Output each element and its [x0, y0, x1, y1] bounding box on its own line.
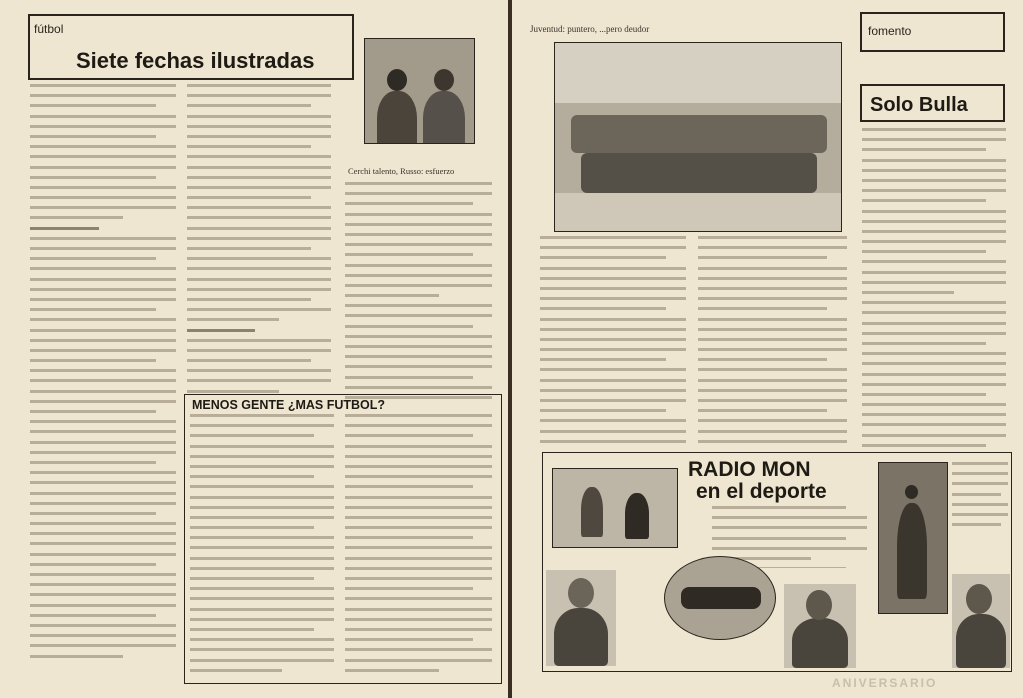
portrait-announcer-3: [952, 574, 1010, 668]
announcer-head: [966, 584, 992, 614]
team-photo: [554, 42, 842, 232]
back-row-players: [571, 115, 827, 153]
team-photo-caption: Juventud: puntero, ...pero deudor: [530, 24, 650, 34]
announcer-figure: [554, 608, 608, 666]
player-head: [434, 69, 454, 91]
article-column-3: [345, 182, 497, 402]
action-photo: [552, 468, 678, 548]
left-page: [0, 0, 508, 698]
radio-mon-title: RADIO MON: [688, 458, 811, 481]
headline: Siete fechas ilustradas: [76, 48, 315, 73]
front-row-players: [581, 153, 817, 193]
portrait-photo: [364, 38, 475, 144]
radio-mon-subtitle: en el deporte: [696, 480, 827, 503]
box-column-1: [190, 414, 338, 676]
player-head: [905, 485, 918, 499]
section-kicker: fútbol: [34, 22, 64, 36]
player-figure: [897, 503, 927, 599]
solo-bulla-column: [862, 128, 1010, 450]
fomento-kicker: fomento: [868, 24, 912, 38]
pitch: [555, 193, 842, 232]
portrait-announcer-2: [784, 584, 856, 668]
player-head: [387, 69, 407, 91]
player-figure: [423, 91, 465, 144]
solo-bulla-headline: Solo Bulla: [870, 94, 968, 116]
article-column-b: [698, 236, 852, 450]
announcer-figure: [956, 614, 1006, 668]
player-figure: [581, 487, 603, 537]
article-column-2: [187, 84, 335, 394]
portrait-announcer-1: [546, 570, 616, 666]
photo-caption: Cerchi talento, Russo: esfuerzo: [348, 166, 455, 176]
player-figure: [377, 91, 417, 144]
race-car: [681, 587, 761, 609]
article-column-a: [540, 236, 690, 450]
announcer-head: [806, 590, 832, 620]
anniversary-watermark: ANIVERSARIO: [832, 676, 938, 690]
right-page: [512, 0, 1023, 698]
announcers-list: [952, 462, 1010, 530]
player-figure: [625, 493, 649, 539]
announcer-head: [568, 578, 594, 608]
article-column-1: [30, 84, 180, 688]
box-headline: MENOS GENTE ¿MAS FUTBOL?: [192, 398, 386, 412]
sky: [555, 43, 842, 103]
announcer-figure: [792, 618, 848, 668]
race-car-photo: [664, 556, 776, 640]
box-column-2: [345, 414, 497, 676]
basketball-photo: [878, 462, 948, 614]
